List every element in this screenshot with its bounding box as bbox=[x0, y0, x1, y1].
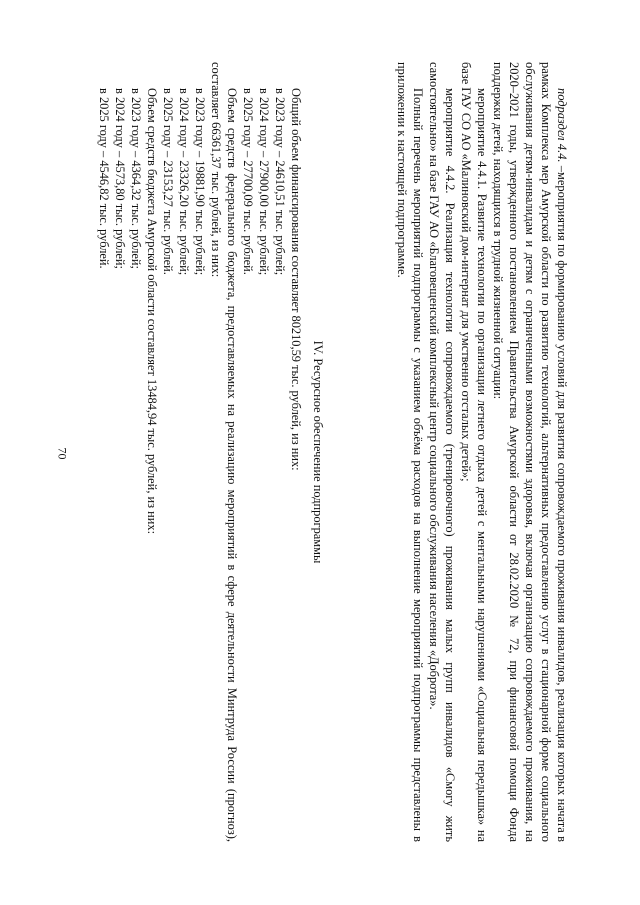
paragraph-measure-4-4-2: мероприятие 4.4.2. Реализация технологии сопровождаемого (тренировочного) проживания малых групп инвалидов «Смогу жить самостоятельно» на базе ГАУ АО «Благовещенский комплексный центр социального обслуживания населения «Доброта». bbox=[427, 62, 457, 842]
federal-year-line: в 2025 году – 23153,27 тыс. рублей. bbox=[161, 88, 175, 275]
regional-year-line: в 2024 году – 4573,80 тыс. рублей; bbox=[113, 88, 127, 269]
paragraph-subsection-4-4 bbox=[490, 62, 570, 842]
total-year-line: в 2024 году – 27900,00 тыс. рублей; bbox=[257, 88, 271, 276]
regional-year-line: в 2025 году – 4546,82 тыс. рублей. bbox=[97, 88, 111, 269]
section-heading: IV. Ресурсное обеспечение подпрограммы bbox=[311, 340, 325, 564]
total-year-line: в 2025 году – 27700,09 тыс. рублей. bbox=[241, 88, 255, 275]
federal-year-line: в 2023 году – 19881,90 тыс. рублей; bbox=[193, 88, 207, 276]
paragraph-full-list: Полный перечень мероприятий подпрограммы с указанием объёма расходов на выполнение мероприятий подпрограммы представлены в приложении к настоящей подпрограмме. bbox=[395, 62, 425, 842]
section-resources bbox=[96, 62, 330, 842]
paragraph-regional-funding: Объем средств бюджета Амурской области составляет 13484,94 тыс. рублей, из них: bbox=[145, 88, 159, 535]
paragraph-total-funding: Общий объем финансирования составляет 80210,59 тыс. рублей, из них: bbox=[289, 88, 303, 471]
page-number: 70 bbox=[55, 447, 70, 460]
federal-year-line: в 2024 году – 23326,20 тыс. рублей; bbox=[177, 88, 191, 276]
subsection-label: подраздел 4.4. bbox=[555, 88, 569, 163]
rotated-page-content bbox=[70, 52, 570, 852]
regional-year-line: в 2023 году – 4364,32 тыс. рублей; bbox=[129, 88, 143, 269]
section-measures bbox=[394, 62, 570, 842]
paragraph-federal-funding: Объем средств федерального бюджета, предоставляемых на реализацию мероприятий в сфере деятельности Минтруда России (прогноз), составляет 66361,37 тыс. рублей, из них: bbox=[209, 62, 239, 842]
paragraph-measure-4-4-1: мероприятие 4.4.1. Развитие технологии по организации летнего отдыха детей с ментальными нарушениями «Социальная передышка» на базе ГАУ СО АО «Малиновский дом-интернат для умственно отсталых детей»; bbox=[459, 62, 489, 842]
total-year-line: в 2023 году – 24610,51 тыс. рублей; bbox=[273, 88, 287, 276]
paragraph-text: –мероприятия по формированию условий для развития сопровождаемого проживания инвалидов, реализация которых начата в рамках Комплекса мер Амурской области по развитию технологий, альтернативных предоставлению услуг в стационарной форме социального обслуживания детям-инвалидам и детям с ограниченными возможностями здоровья, включая организацию сопровождаемого проживания, на 2020–2021 годы, утвержденного постановлением Правительства Амурской области от 28.02.2020 № 72, при финансовой помощи Фонда поддержки детей, находящихся в трудной жизненной ситуации: bbox=[491, 62, 569, 842]
